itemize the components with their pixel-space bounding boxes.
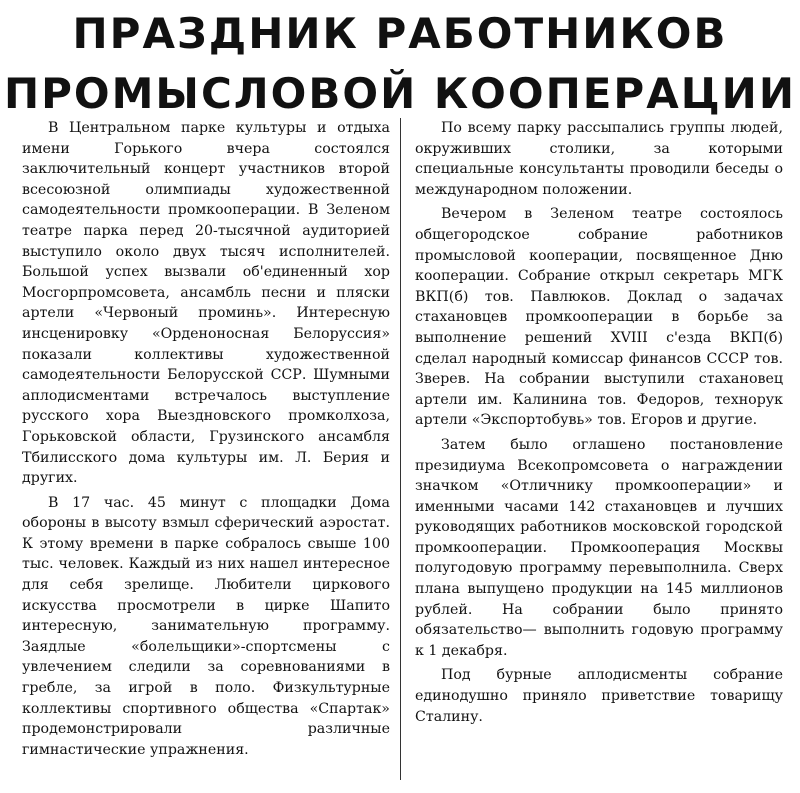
- paragraph: В Центральном парке культуры и отдыха имени Горького вчера состоялся заключительный концерт участников второй всесоюзной олимпиады художественной самодеятельности промкооперации. В Зеленом театре парка перед 20-тысячной аудиторией выступило около двух тысяч исполнителей. Большой успех вызвали об'единенный хор Мосгорпромсовета, ансамбль песни и пляски артели «Червоный проминь». Интересную инсценировку «Орденоносная Белоруссия» показали коллективы художественной самодеятельности Белорусской ССР. Шумными аплодисментами встречалось выступление русского хора Выездновского промколхоза, Горьковской области, Грузинского ансамбля Тбилисского дома культуры им. Л. Берия и других.: [22, 120, 390, 487]
- paragraph: Вечером в Зеленом театре состоялось общегородское собрание работников промысловой кооперации, посвященное Дню кооперации. Собрание открыл секретарь МГК ВКП(б) тов. Павлюков. Доклад о задачах стахановцев промкооперации в борьбе за выполнение решений XVIII с'езда ВКП(б) сделал народный комиссар финансов СССР тов. Зверев. На собрании выступили стахановец артели им. Калинина тов. Федоров, технорук артели «Экспортобувь» тов. Егоров и другие.: [415, 206, 783, 429]
- column-divider: [400, 118, 401, 780]
- right-column: [415, 118, 783, 727]
- paragraph: В 17 час. 45 минут с площадки Дома обороны в высоту взмыл сферический аэростат. К этому времени в парке собралось свыше 100 тыс. человек. Каждый из них нашел интересное для себя зрелище. Любители циркового искусства просмотрели в цирке Шапито интересную, занимательную программу. Заядлые «болельщики»-спортсмены с увлечением следили за соревнованиями в гребле, за игрой в поло. Физкультурные коллективы спортивного общества «Спартак» продемонстрировали различные гимнастические упражнения.: [22, 494, 390, 758]
- headline-line-2: ПРОМЫСЛОВОЙ КООПЕРАЦИИ: [4, 69, 796, 118]
- paragraph: Затем было оглашено постановление президиума Всекопромсовета о награждении значком «Отличнику промкооперации» и именными часами 142 стахановцев и лучших руководящих работников московской городской промкооперации. Промкооперация Москвы полугодовую программу перевыполнила. Сверх плана выпущено продукции на 145 миллионов рублей. На собрании было принято обязательство— выполнить годовую программу к 1 декабря.: [415, 436, 783, 659]
- article-headline: [0, 4, 800, 124]
- left-column: [22, 118, 390, 760]
- paragraph: По всему парку рассыпались группы людей, окруживших столики, за которыми специальные консультанты проводили беседы о международном положении.: [415, 120, 783, 198]
- paragraph: Под бурные аплодисменты собрание единодушно приняло приветствие товарищу Сталину.: [415, 667, 783, 725]
- headline-line-1: ПРАЗДНИК РАБОТНИКОВ: [72, 9, 728, 58]
